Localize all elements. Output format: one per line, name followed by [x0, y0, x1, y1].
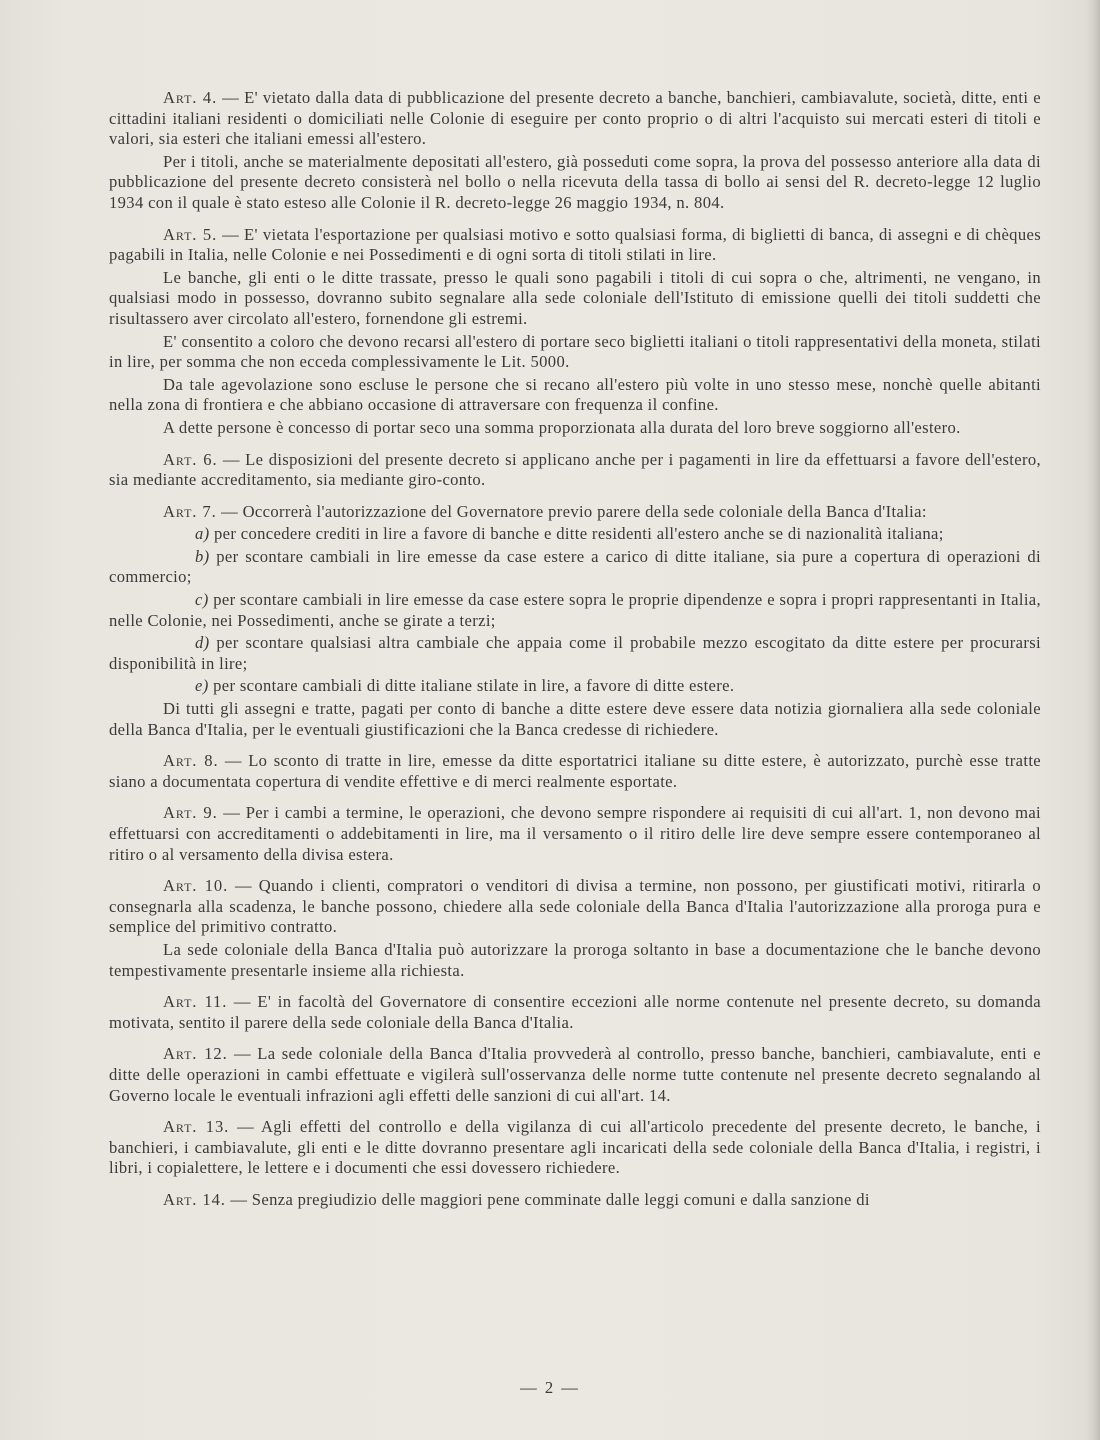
- paragraph-text: — Quando i clienti, compratori o venditori di divisa a termine, non possono, per giustificati motivi, ritirarla o consegnarla alla scadenza, le banche possono, chiedere alla sede coloniale della Banca d'Italia l'autorizzazione alla proroga pura e semplice del primitivo contratto.: [109, 876, 1042, 937]
- article-first-paragraph: [109, 992, 1041, 1033]
- article-9: [109, 803, 1041, 865]
- list-item-text: per scontare cambiali di ditte italiane stilate in lire, a favore di ditte estere.: [213, 676, 735, 696]
- article-first-paragraph: [109, 876, 1041, 938]
- article-paragraph: [109, 375, 1041, 416]
- list-item-letter: d): [195, 633, 210, 653]
- paragraph-text: Da tale agevolazione sono escluse le persone che si recano all'estero più volte in uno stesso mese, nonchè quelle abitanti nella zona di frontiera e che abbiano occasione di attraversare con frequenza il confine.: [109, 374, 1041, 415]
- article-5: [109, 225, 1041, 439]
- page-number: — 2 —: [520, 1378, 580, 1397]
- list-item: [109, 524, 1041, 545]
- list-item-letter: c): [195, 590, 209, 610]
- list-item-letter: e): [195, 676, 209, 696]
- article-paragraph: [109, 332, 1041, 373]
- article-closing-paragraph: Di tutti gli assegni e tratte, pagati per conto di banche a ditte estere deve essere data notizia giornaliera alla sede coloniale della Banca d'Italia, per le eventuali giustificazioni che la Banca credesse di richiedere.: [109, 699, 1041, 739]
- article-label: Art. 12.: [163, 1044, 228, 1064]
- list-item-text: per scontare cambiali in lire emesse da case estere sopra le proprie dipendenze e sopra i propri rappresentanti in Italia, nelle Colonie, nei Possedimenti, anche se girate a terzi;: [109, 590, 1042, 630]
- article-label: Art. 4.: [163, 88, 218, 107]
- article-first-paragraph: [109, 88, 1041, 150]
- article-first-paragraph: [109, 1190, 1041, 1211]
- article-11: [109, 992, 1041, 1033]
- article-label: Art. 7.: [163, 501, 217, 521]
- paragraph-text: — Le disposizioni del presente decreto si applicano anche per i pagamenti in lire da effettuarsi a favore dell'estero, sia mediante accreditamento, sia mediante giro-conto.: [109, 449, 1042, 490]
- document-body: [109, 88, 1041, 1222]
- article-paragraph: [109, 418, 1041, 439]
- paragraph-text: — Senza pregiudizio delle maggiori pene comminate dalle leggi comuni e dalla sanzione di: [230, 1189, 870, 1209]
- article-paragraph: [109, 268, 1041, 330]
- article-first-paragraph: [109, 450, 1041, 491]
- paragraph-text: — E' vietato dalla data di pubblicazione del presente decreto a banche, banchieri, cambiavalute, società, ditte, enti e cittadini italiani residenti o domiciliati nelle Colonie di eseguire per conto proprio o di altri l'acquisto sui mercati esteri di titoli e valori, sia esteri che italiani emessi all'estero.: [109, 88, 1041, 149]
- list-item-text: per concedere crediti in lire a favore di banche e ditte residenti all'estero anche se di nazionalità italiana;: [214, 524, 944, 544]
- article-7: [109, 502, 1041, 741]
- list-item-text: per scontare qualsiasi altra cambiale che appaia come il probabile mezzo escogitato da ditte estere per procurarsi disponibilità in lire;: [109, 633, 1041, 673]
- article-label: Art. 11.: [163, 992, 228, 1012]
- article-label: Art. 5.: [163, 224, 218, 244]
- article-10: [109, 876, 1041, 981]
- paragraph-text: — Occorrerà l'autorizzazione del Governatore previo parere della sede coloniale della Banca d'Italia:: [221, 501, 927, 521]
- list-item-letter: b): [195, 546, 210, 566]
- paragraph-text: — Lo sconto di tratte in lire, emesse da ditte esportatrici italiane su ditte estere, è autorizzato, purchè esse tratte siano a documentata copertura di vendite effettive e di merci realmente esportate.: [109, 751, 1042, 791]
- article-13: [109, 1117, 1041, 1179]
- article-label: Art. 9.: [163, 803, 218, 823]
- article-12: [109, 1044, 1041, 1106]
- article-paragraph: [109, 940, 1041, 981]
- article-first-paragraph: [109, 1044, 1041, 1106]
- article-6: [109, 450, 1041, 491]
- article-paragraph: [109, 152, 1041, 214]
- article-label: Art. 8.: [163, 751, 219, 771]
- list-item-text: per scontare cambiali in lire emesse da case estere a carico di ditte italiane, sia pure a copertura di operazioni di commercio;: [109, 546, 1041, 587]
- article-label: Art. 13.: [163, 1117, 230, 1137]
- article-label: Art. 10.: [163, 876, 229, 896]
- paragraph-text: — E' in facoltà del Governatore di consentire eccezioni alle norme contenute nel presente decreto, su domanda motivata, sentito il parere della sede coloniale della Banca d'Italia.: [109, 992, 1041, 1032]
- article-label: Art. 14.: [163, 1189, 226, 1209]
- paragraph-text: Per i titoli, anche se materialmente depositati all'estero, già posseduti come sopra, la prova del possesso anteriore alla data di pubblicazione del presente decreto consisterà nel bollo o nella ricevuta della tassa di bollo ai sensi del R. decreto-legge 12 luglio 1934 con il quale è stato esteso alle Colonie il R. decreto-legge 26 maggio 1934, n. 804.: [109, 151, 1041, 212]
- article-label: Art. 6.: [163, 449, 218, 469]
- article-8: [109, 751, 1041, 792]
- list-item-letter: a): [195, 524, 210, 544]
- article-first-paragraph: [109, 803, 1041, 865]
- list-item: [109, 676, 1041, 697]
- paragraph-text: — La sede coloniale della Banca d'Italia provvederà al controllo, presso banche, banchieri, cambiavalute, enti e ditte delle operazioni in cambi effettuate e vigilerà sull'osservanza delle norme tutte contenute nel presente decreto segnalando al Governo locale le eventuali infrazioni agli effetti delle sanzioni di cui all'art. 14.: [109, 1044, 1041, 1105]
- paragraph-text: La sede coloniale della Banca d'Italia può autorizzare la proroga soltanto in base a documentazione che le banche devono tempestivamente presentarle insieme alla richiesta.: [109, 939, 1041, 980]
- paragraph-text: A dette persone è concesso di portar seco una somma proporzionata alla durata del loro breve soggiorno all'estero.: [163, 417, 961, 437]
- list-item: [109, 547, 1041, 588]
- paragraph-text: — Agli effetti del controllo e della vigilanza di cui all'articolo precedente del presente decreto, le banche, i banchieri, i cambiavalute, gli enti e le ditte dovranno presentare agli incaricati della sede coloniale della Banca d'Italia, i registri, i libri, i copialettere, le lettere e i documenti che essi dovessero richiedere.: [109, 1117, 1042, 1178]
- paragraph-text: Le banche, gli enti o le ditte trassate, presso le quali sono pagabili i titoli di cui sopra o che, altrimenti, ne vengano, in qualsiasi modo in possesso, dovranno subito segnalare alla sede coloniale dell'Istituto di emissione quelli dei titoli suddetti che risultassero aver circolato all'estero, fornendone gli estremi.: [109, 267, 1041, 328]
- list-item: [109, 590, 1041, 631]
- article-first-paragraph: [109, 1117, 1041, 1179]
- paragraph-text: E' consentito a coloro che devono recarsi all'estero di portare seco biglietti italiani o titoli rappresentativi della moneta, stilati in lire, per somma che non ecceda complessivamente le Lit. 5000.: [109, 331, 1041, 372]
- article-first-paragraph: [109, 225, 1041, 266]
- article-4: [109, 88, 1041, 214]
- paragraph-text: — E' vietata l'esportazione per qualsiasi motivo e sotto qualsiasi forma, di biglietti di banca, di assegni e di chèques pagabili in Italia, nelle Colonie e nei Possedimenti e di ogni sorta di titoli stilati in lire.: [109, 224, 1041, 265]
- article-first-paragraph: [109, 502, 1041, 523]
- article-first-paragraph: [109, 751, 1041, 792]
- article-14: [109, 1190, 1041, 1211]
- paragraph-text: — Per i cambi a termine, le operazioni, che devono sempre rispondere ai requisiti di cui all'art. 1, non devono mai effettuarsi con accreditamenti o addebitamenti in lire, ma il versamento o il ritiro delle lire deve sempre essere contemporaneo al ritiro o al versamento della divisa estera.: [109, 803, 1042, 864]
- list-item: [109, 633, 1041, 674]
